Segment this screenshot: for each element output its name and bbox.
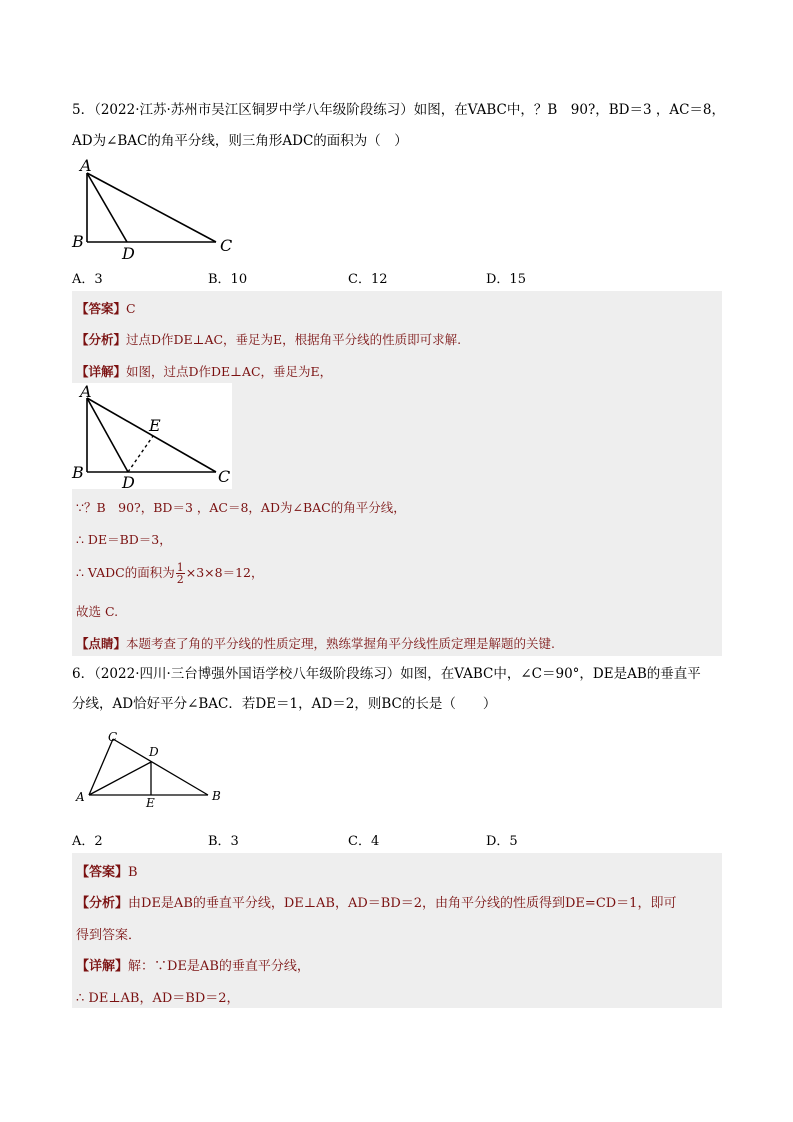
q5-detail-text: 如图，过点D作DE⊥AC，垂足为E，: [126, 364, 333, 379]
q6-analysis-tag: 【分析】: [76, 896, 129, 911]
q6-answer-tag: 【答案】: [76, 865, 129, 880]
q5-step1: ∵？B 90?，BD＝3 ，AC＝8，AD为∠BAC的角平分线，: [76, 500, 406, 515]
q5-option-d: D．15: [486, 272, 526, 287]
q6-analysis-line2: 得到答案．: [76, 928, 142, 943]
q6-fig-label-a: A: [76, 790, 85, 804]
q6-answer-panel: [72, 853, 722, 1008]
q6-fig-label-e: E: [146, 796, 155, 810]
q6-detail-text: 解：∵DE是AB的垂直平分线，: [128, 959, 310, 974]
q5-triangle-figure: [70, 155, 240, 265]
q6-triangle-figure: [72, 728, 232, 812]
q5-step3-pre: ∴ VADC的面积为: [76, 565, 175, 580]
q6-answer-value: B: [128, 865, 138, 880]
q5-option-c: C．12: [348, 272, 388, 287]
q5-fig2-label-c: C: [218, 467, 231, 486]
q5-option-b: B．10: [208, 272, 248, 287]
q5-fig2-label-a: A: [80, 383, 92, 401]
q6-option-b: B．3: [208, 834, 239, 849]
q5-fig-label-a: A: [80, 156, 92, 175]
q5-answer-value: C: [126, 301, 136, 316]
q5-comment-tag: 【点睛】: [76, 636, 127, 651]
q5-analysis-line: [76, 330, 461, 348]
q6-step1: ∴ DE⊥AB，AD＝BD＝2，: [76, 991, 240, 1006]
q6-stem-line2: 分线，AD恰好平分∠BAC．若DE＝1，AD＝2，则BC的长是（ ）: [72, 696, 497, 712]
q5-fraction-denominator: 2: [176, 573, 184, 586]
q5-step4: 故选 C.: [76, 604, 119, 619]
q6-option-c: C．4: [348, 834, 380, 849]
q6-fig-label-b: B: [212, 789, 221, 803]
q5-option-a: A．3: [72, 272, 103, 287]
q5-stem-line1: 5．（2022·江苏·苏州市吴江区铜罗中学八年级阶段练习）如图，在VABC中，？B 90?，BD＝3 ，AC＝8，: [72, 102, 725, 118]
q6-analysis-text1: 由DE是AB的垂直平分线，DE⊥AB，AD＝BD＝2，由角平分线的性质得到DE=CD＝1，即可: [128, 896, 677, 911]
q6-answer-line: [76, 861, 138, 880]
q6-fig-label-d: D: [149, 745, 159, 759]
q6-stem-line1: 6．（2022·四川·三台博强外国语学校八年级阶段练习）如图，在VABC中，∠C＝90°，DE是AB的垂直平: [72, 666, 701, 682]
q5-comment-text: 本题考查了角的平分线的性质定理，熟练掌握角平分线性质定理是解题的关键.: [126, 636, 555, 651]
q5-step3-post: ×3×8＝12，: [185, 565, 264, 580]
q5-fig-label-d: D: [122, 244, 135, 263]
q5-step3: [76, 562, 263, 585]
q5-fig-label-c: C: [220, 236, 233, 255]
q5-analysis-tag: 【分析】: [76, 332, 127, 347]
q6-fig-label-c: C: [108, 730, 118, 744]
q5-detail-line: [76, 362, 332, 380]
q5-fraction-numerator: 1: [176, 561, 184, 574]
q5-step3-fraction: [176, 562, 185, 585]
q6-detail-line: [76, 955, 310, 974]
q5-stem-line2: AD为∠BAC的角平分线，则三角形ADC的面积为（ ）: [72, 133, 408, 149]
q5-analysis-text: 过点D作DE⊥AC，垂足为E，根据角平分线的性质即可求解.: [126, 332, 462, 347]
q6-analysis-line1: [76, 892, 676, 911]
q5-solution-figure: [70, 383, 232, 489]
q5-fig-label-b: B: [72, 232, 84, 251]
q5-fig2-label-b: B: [72, 463, 84, 482]
q6-option-a: A．2: [72, 834, 103, 849]
q6-option-d: D．5: [486, 834, 518, 849]
q5-fig2-label-e: E: [149, 416, 161, 435]
q5-step2: ∴ DE＝BD＝3，: [76, 532, 172, 547]
q5-fig2-label-d: D: [122, 473, 135, 489]
q6-detail-tag: 【详解】: [76, 959, 129, 974]
q5-answer-tag: 【答案】: [76, 301, 127, 316]
q5-comment-line: [76, 634, 555, 652]
q5-answer-line: [76, 299, 136, 317]
q5-detail-tag: 【详解】: [76, 364, 127, 379]
